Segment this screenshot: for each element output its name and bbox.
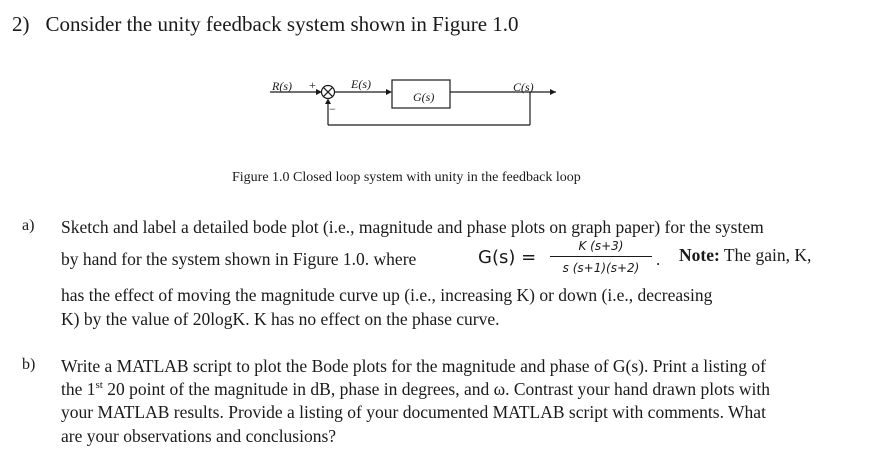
part-a-line-3: has the effect of moving the magnitude curve up (i.e., increasing K) or down (i.e., decreasing	[61, 285, 713, 305]
plant-block-label: G(s)	[413, 90, 435, 104]
error-signal-label: E(s)	[351, 77, 371, 91]
transfer-function-fraction	[550, 238, 652, 276]
part-b-line-1: Write a MATLAB script to plot the Bode plots for the magnitude and phase of G(s). Print a listing of	[61, 356, 767, 376]
error-arrow	[386, 89, 392, 95]
transfer-function-denominator: s (s+1)(s+2)	[562, 261, 640, 275]
question-number: 2)	[12, 12, 30, 36]
output-arrow	[550, 89, 556, 95]
transfer-function-period: .	[656, 250, 661, 269]
part-b-line-2	[61, 377, 770, 401]
question-title	[12, 12, 519, 37]
part-b-label: b)	[22, 356, 36, 373]
part-a-line-1: Sketch and label a detailed bode plot (i.e., magnitude and phase plots on graph paper) for the system	[61, 217, 764, 237]
note-label: Note:	[679, 245, 720, 265]
note-text: The gain, K,	[719, 245, 812, 265]
output-signal-label: C(s)	[513, 80, 534, 94]
part-b-line-2-pre: the 1	[61, 379, 96, 399]
transfer-function-numerator: K (s+3)	[578, 239, 624, 253]
input-signal-label: R(s)	[272, 79, 292, 93]
part-b-line-3: your MATLAB results. Provide a listing of your documented MATLAB script with comments. What	[61, 402, 766, 422]
gain-note	[679, 245, 811, 266]
ordinal-superscript: st	[95, 379, 103, 392]
fraction-bar	[550, 256, 652, 257]
plus-sign: +	[309, 78, 316, 92]
minus-sign: −	[329, 102, 336, 116]
part-b-line-2-post: 20 point of the magnitude in dB, phase in degrees, and ω. Contrast your hand drawn plots with	[102, 379, 771, 399]
question-title-text: Consider the unity feedback system shown in Figure 1.0	[45, 12, 519, 36]
part-b-line-4: are your observations and conclusions?	[61, 426, 337, 446]
part-a-line-4: K) by the value of 20logK. K has no effect on the phase curve.	[61, 309, 500, 329]
transfer-function	[478, 238, 668, 284]
part-a-label: a)	[22, 217, 35, 234]
part-a-line-2: by hand for the system shown in Figure 1.0. where	[61, 249, 417, 269]
block-diagram	[262, 70, 562, 140]
transfer-function-lhs: G(s) =	[478, 247, 537, 268]
figure-caption: Figure 1.0 Closed loop system with unity in the feedback loop	[232, 170, 581, 185]
